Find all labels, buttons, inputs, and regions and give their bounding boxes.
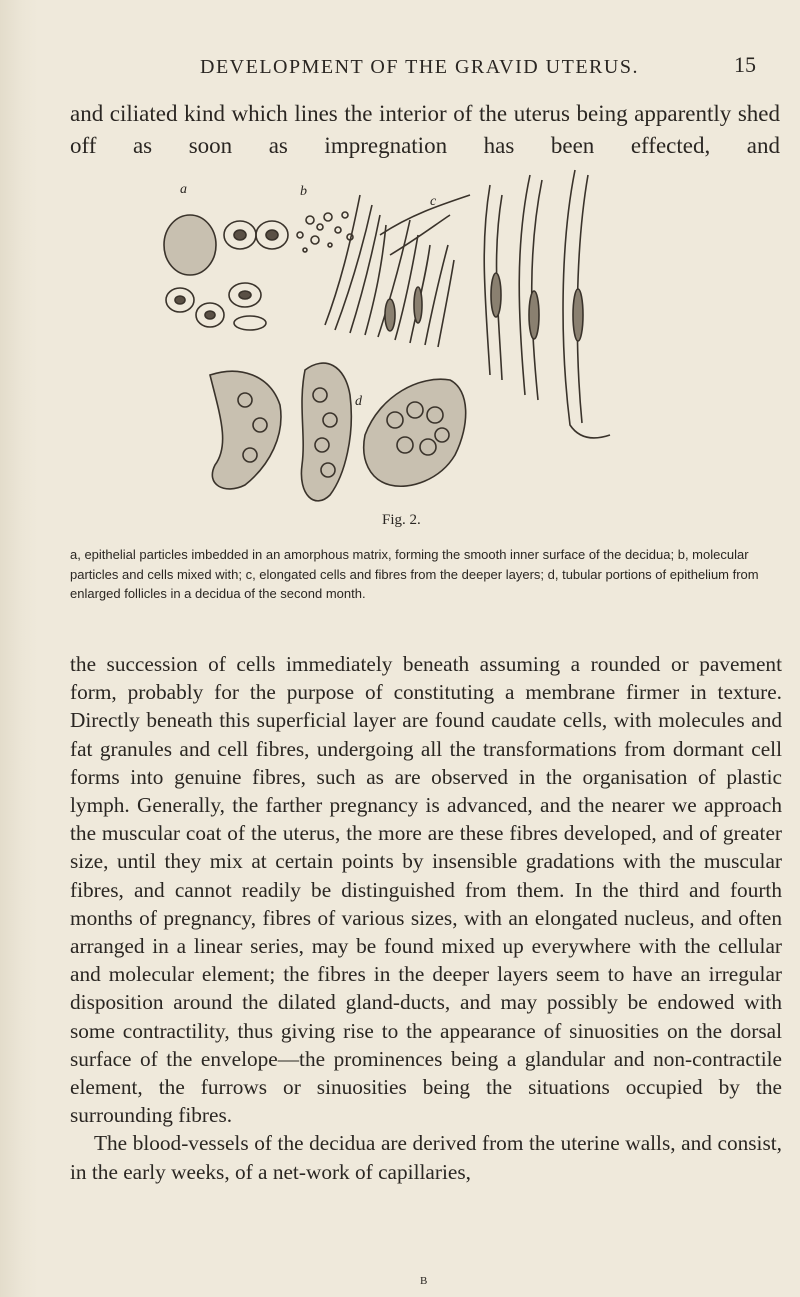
page-margin-shadow xyxy=(0,0,38,1297)
running-head: DEVELOPMENT OF THE GRAVID UTERUS. xyxy=(200,56,639,78)
figure-letter-a: a xyxy=(180,182,187,197)
epithelial-particles-group xyxy=(164,215,288,330)
signature-mark: B xyxy=(420,1275,428,1287)
page-number: 15 xyxy=(734,52,756,77)
figure-letter-b: b xyxy=(300,184,307,199)
body-paragraph-1: the succession of cells immediately beneath assuming a rounded or pavement form, probably for the purpose of constituting a membrane firmer in texture. Directly beneath this superficial layer are found caudate cells, with molecules and fat granules and cell fibres, undergoing all the transformations from dormant cell forms into genuine fibres, such as are observed in the organisation of plastic lymph. Generally, the farther pregnancy is advanced, and the nearer we approach the muscular coat of the uterus, the more are these fibres developed, and of greater size, until they mix at certain points by insensible gradations with the muscular fibres, and cannot readily be distinguished from them. In the third and fourth months of pregnancy, fibres of various sizes, with an elongated nucleus, and often arranged in a linear series, may be found mixed up everywhere with the cellular and molecular element; the fibres in the deeper layers seem to have an irregular disposition around the dilated gland-ducts, and may possibly be endowed with some contractility, thus giving rise to the appearance of sinuosities on the dorsal surface of the envelope—the prominences being a glandular and non-contractile element, the furrows or sinuosities being the situations occupied by the surrounding fibres. xyxy=(70,652,782,1128)
figure-letter-c: c xyxy=(430,194,437,209)
caption-text: a, epithelial particles imbedded in an amorphous matrix, forming the smooth inner surface of the decidua; b, molecular particles and cells mixed with; c, elongated cells and fibres from the deeper layers; d, tubular portions of epithelium from enlarged follicles in a decidua of the second month. xyxy=(70,547,759,601)
figure-letter-d: d xyxy=(355,394,362,409)
page-header xyxy=(0,52,800,82)
figure-label: Fig. 2. xyxy=(382,512,421,528)
intro-paragraph xyxy=(70,98,780,162)
figure-caption xyxy=(70,545,778,604)
body-paragraph-2: The blood-vessels of the decidua are derived from the uterine walls, and consist, in the early weeks, of a net-work of capillaries, xyxy=(70,1131,782,1184)
long-fibres-group xyxy=(484,170,610,438)
body-text xyxy=(70,650,782,1186)
molecular-particles-group xyxy=(297,212,353,252)
intro-text: and ciliated kind which lines the interior of the uterus being apparently shed off as soon as impregnation has been effected, and xyxy=(70,101,780,158)
tubular-epithelium-group xyxy=(210,363,466,501)
figure-illustration xyxy=(150,165,630,520)
